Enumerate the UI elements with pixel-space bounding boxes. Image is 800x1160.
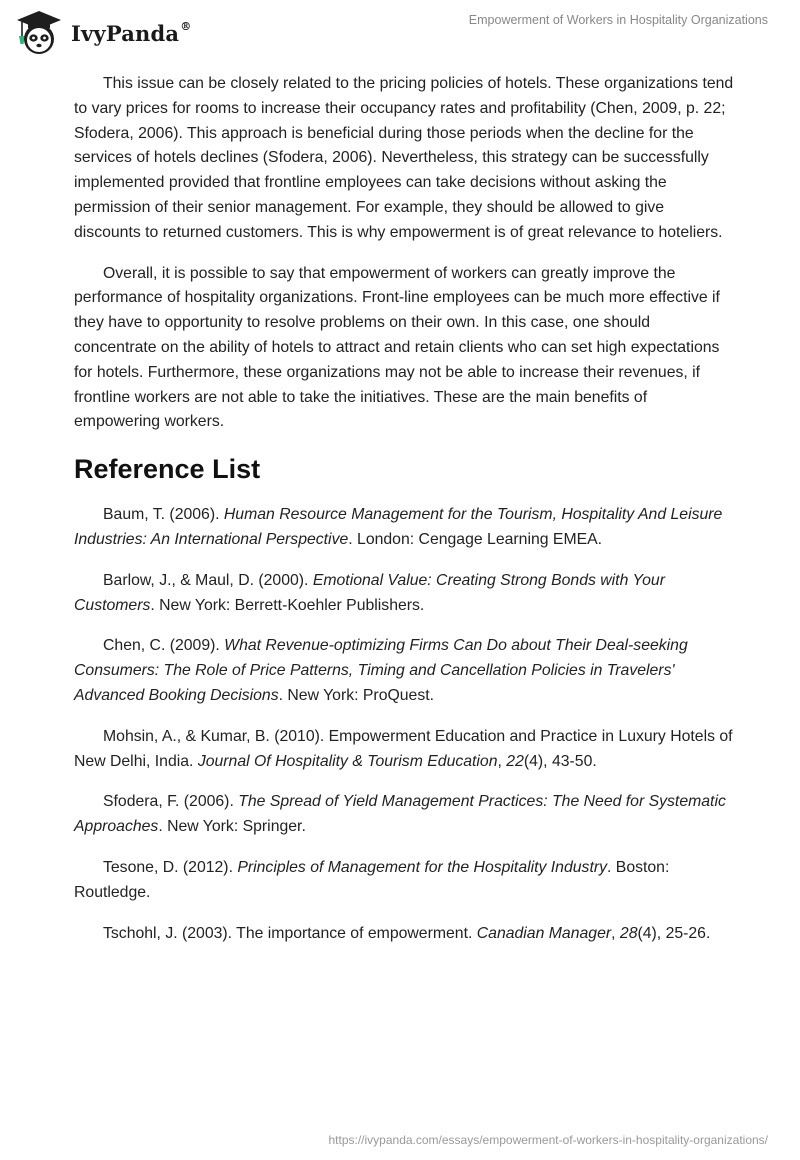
reference-entry: Tschohl, J. (2003). The importance of empowerment. Canadian Manager, 28(4), 25-26. — [103, 924, 711, 942]
brand-name: IvyPanda® — [71, 19, 192, 46]
reference-entry: Baum, T. (2006). Human Resource Management for the Tourism, Hospitality And Leisure Industries: An International Perspective. London: Cengage Learning EMEA. — [74, 506, 723, 548]
reference-entry: Mohsin, A., & Kumar, B. (2010). Empowerment Education and Practice in Luxury Hotels of New Delhi, India. Journal Of Hospitality & Tourism Education, 22(4), 43-50. — [74, 727, 733, 770]
source-url[interactable]: https://ivypanda.com/essays/empowerment-of-workers-in-hospitality-organizations/ — [328, 1133, 768, 1147]
reference-list-heading: Reference List — [74, 454, 261, 485]
ivypanda-logo[interactable] — [14, 8, 191, 58]
reference-entry: Barlow, J., & Maul, D. (2000). Emotional Value: Creating Strong Bonds with Your Customers. New York: Berrett-Koehler Publishers. — [74, 571, 665, 614]
reference-entry: Tesone, D. (2012). Principles of Management for the Hospitality Industry. Boston: Routledge. — [74, 858, 670, 901]
essay-content — [74, 72, 734, 962]
panda-graduate-icon — [14, 8, 64, 58]
reference-entry: Chen, C. (2009). What Revenue-optimizing Firms Can Do about Their Deal-seeking Consumers: The Role of Price Patterns, Timing and Cancellation Policies in Travelers' Advanced Booking Decisions. New York: ProQuest. — [74, 637, 688, 704]
document-title: Empowerment of Workers in Hospitality Organizations — [468, 13, 768, 27]
body-paragraph: This issue can be closely related to the pricing policies of hotels. These organizations tend to vary prices for rooms to increase their occupancy rates and profitability (Chen, 2009, p. 22; Sfodera, 2006). This approach is beneficial during those periods when the decline for the services of hotels declines (Sfodera, 2006). Nevertheless, this strategy can be successfully implemented provided that frontline employees can take decisions without asking the permission of their senior management. For example, they should be allowed to give discounts to returned customers. This is why empowerment is of great relevance to hoteliers. — [74, 75, 734, 241]
page-header — [0, 0, 800, 64]
reference-entry: Sfodera, F. (2006). The Spread of Yield Management Practices: The Need for Systematic Approaches. New York: Springer. — [74, 793, 726, 836]
body-paragraph: Overall, it is possible to say that empowerment of workers can greatly improve the performance of hospitality organizations. Front-line employees can be much more effective if they have to opportunity to resolve problems on their own. In this case, one should concentrate on the ability of hotels to attract and retain clients who can set high expectations for hotels. Furthermore, these organizations may not be able to increase their revenues, if frontline workers are not able to take the initiatives. These are the main benefits of empowering workers. — [74, 264, 720, 431]
